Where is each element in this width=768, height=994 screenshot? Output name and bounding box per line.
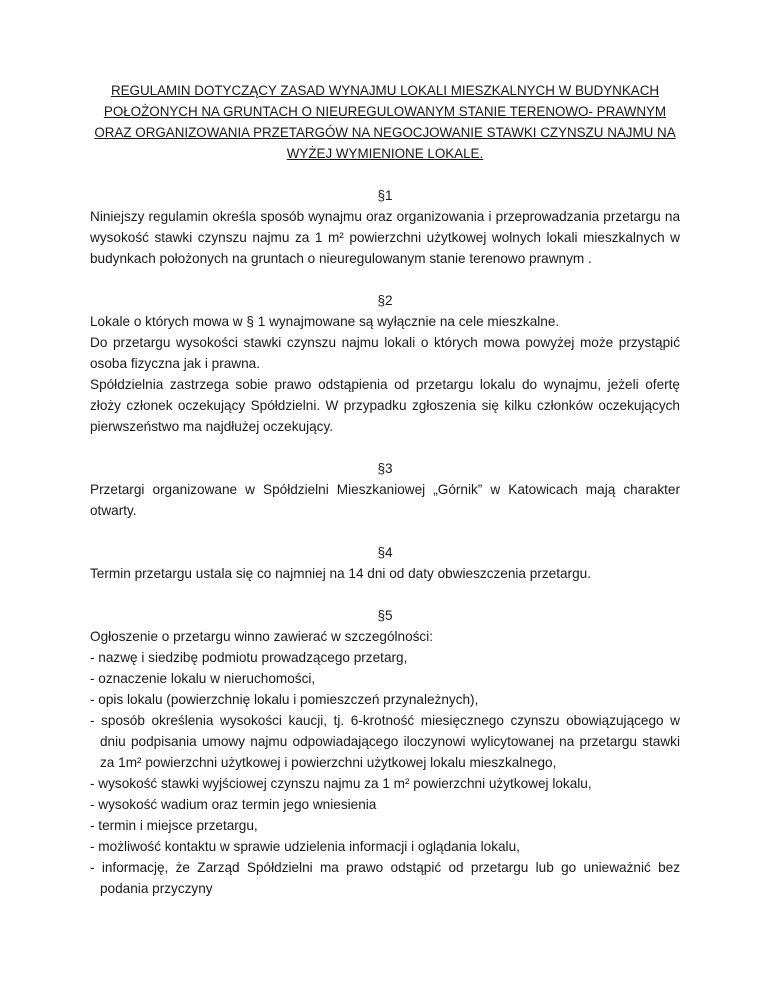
section-number: §1 (377, 188, 393, 203)
title-line: POŁOŻONYCH NA GRUNTACH O NIEUREGULOWANYM STANIE TERENOWO- PRAWNYM (103, 104, 667, 119)
list-item: - możliwość kontaktu w sprawie udzielenia informacji i oglądania lokalu, (90, 839, 520, 854)
list-item: - termin i miejsce przetargu, (90, 818, 258, 833)
list-item: - wysokość wadium oraz termin jego wniesienia (90, 797, 377, 812)
section-number: §4 (377, 545, 393, 560)
section-number: §3 (377, 461, 393, 476)
section-number: §2 (377, 293, 393, 308)
section-paragraph: Spółdzielnia zastrzega sobie prawo odstąpienia od przetargu lokalu do wynajmu, jeżeli ofertę złoży członek oczekujący Spółdzielni. W przypadku zgłoszenia się kilku członków oczekujących pierwszeństwo ma najdłużej oczekujący. (90, 377, 680, 434)
section-3 (90, 458, 680, 521)
section-intro: Ogłoszenie o przetargu winno zawierać w szczególności: (90, 629, 434, 644)
requirements-list (90, 647, 680, 899)
list-item: - sposób określenia wysokości kaucji, tj. 6-krotność miesięcznego czynszu obowiązującego w dniu podpisania umowy najmu odpowiadającego iloczynowi wylicytowanej na przetargu stawki za 1m² powierzchni użytkowej i powierzchni użytkowej lokalu mieszkalnego, (90, 713, 680, 770)
list-item: - nazwę i siedzibę podmiotu prowadzącego przetarg, (90, 650, 408, 665)
document-page (90, 80, 680, 899)
title-line: ORAZ ORGANIZOWANIA PRZETARGÓW NA NEGOCJOWANIE STAWKI CZYNSZU NAJMU NA (94, 125, 676, 140)
section-number: §5 (377, 608, 393, 623)
title-line: WYŻEJ WYMIENIONE LOKALE. (286, 146, 484, 161)
section-5 (90, 605, 680, 899)
section-2 (90, 290, 680, 437)
list-item: - oznaczenie lokalu w nieruchomości, (90, 671, 316, 686)
title-line: REGULAMIN DOTYCZĄCY ZASAD WYNAJMU LOKALI MIESZKALNYCH W BUDYNKACH (110, 83, 660, 98)
list-item: - wysokość stawki wyjściowej czynszu najmu za 1 m² powierzchni użytkowej lokalu, (90, 776, 592, 791)
section-text: Przetargi organizowane w Spółdzielni Mieszkaniowej „Górnik” w Katowicach mają charakter otwarty. (90, 482, 680, 518)
section-4 (90, 542, 680, 584)
section-paragraph: Lokale o których mowa w § 1 wynajmowane są wyłącznie na cele mieszkalne. (90, 314, 560, 329)
section-paragraph: Do przetargu wysokości stawki czynszu najmu lokali o których mowa powyżej może przystąpić osoba fizyczna jak i prawna. (90, 335, 680, 371)
list-item: - informację, że Zarząd Spółdzielni ma prawo odstąpić od przetargu lub go unieważnić bez podania przyczyny (90, 860, 680, 896)
section-text: Termin przetargu ustala się co najmniej na 14 dni od daty obwieszczenia przetargu. (90, 566, 591, 581)
section-text: Niniejszy regulamin określa sposób wynajmu oraz organizowania i przeprowadzania przetargu na wysokość stawki czynszu najmu za 1 m² powierzchni użytkowej wolnych lokali mieszkalnych w budynkach położonych na gruntach o nieuregulowanym stanie terenowo prawnym . (90, 209, 680, 266)
document-title (90, 80, 680, 164)
section-1 (90, 185, 680, 269)
list-item: - opis lokalu (powierzchnię lokalu i pomieszczeń przynależnych), (90, 692, 479, 707)
